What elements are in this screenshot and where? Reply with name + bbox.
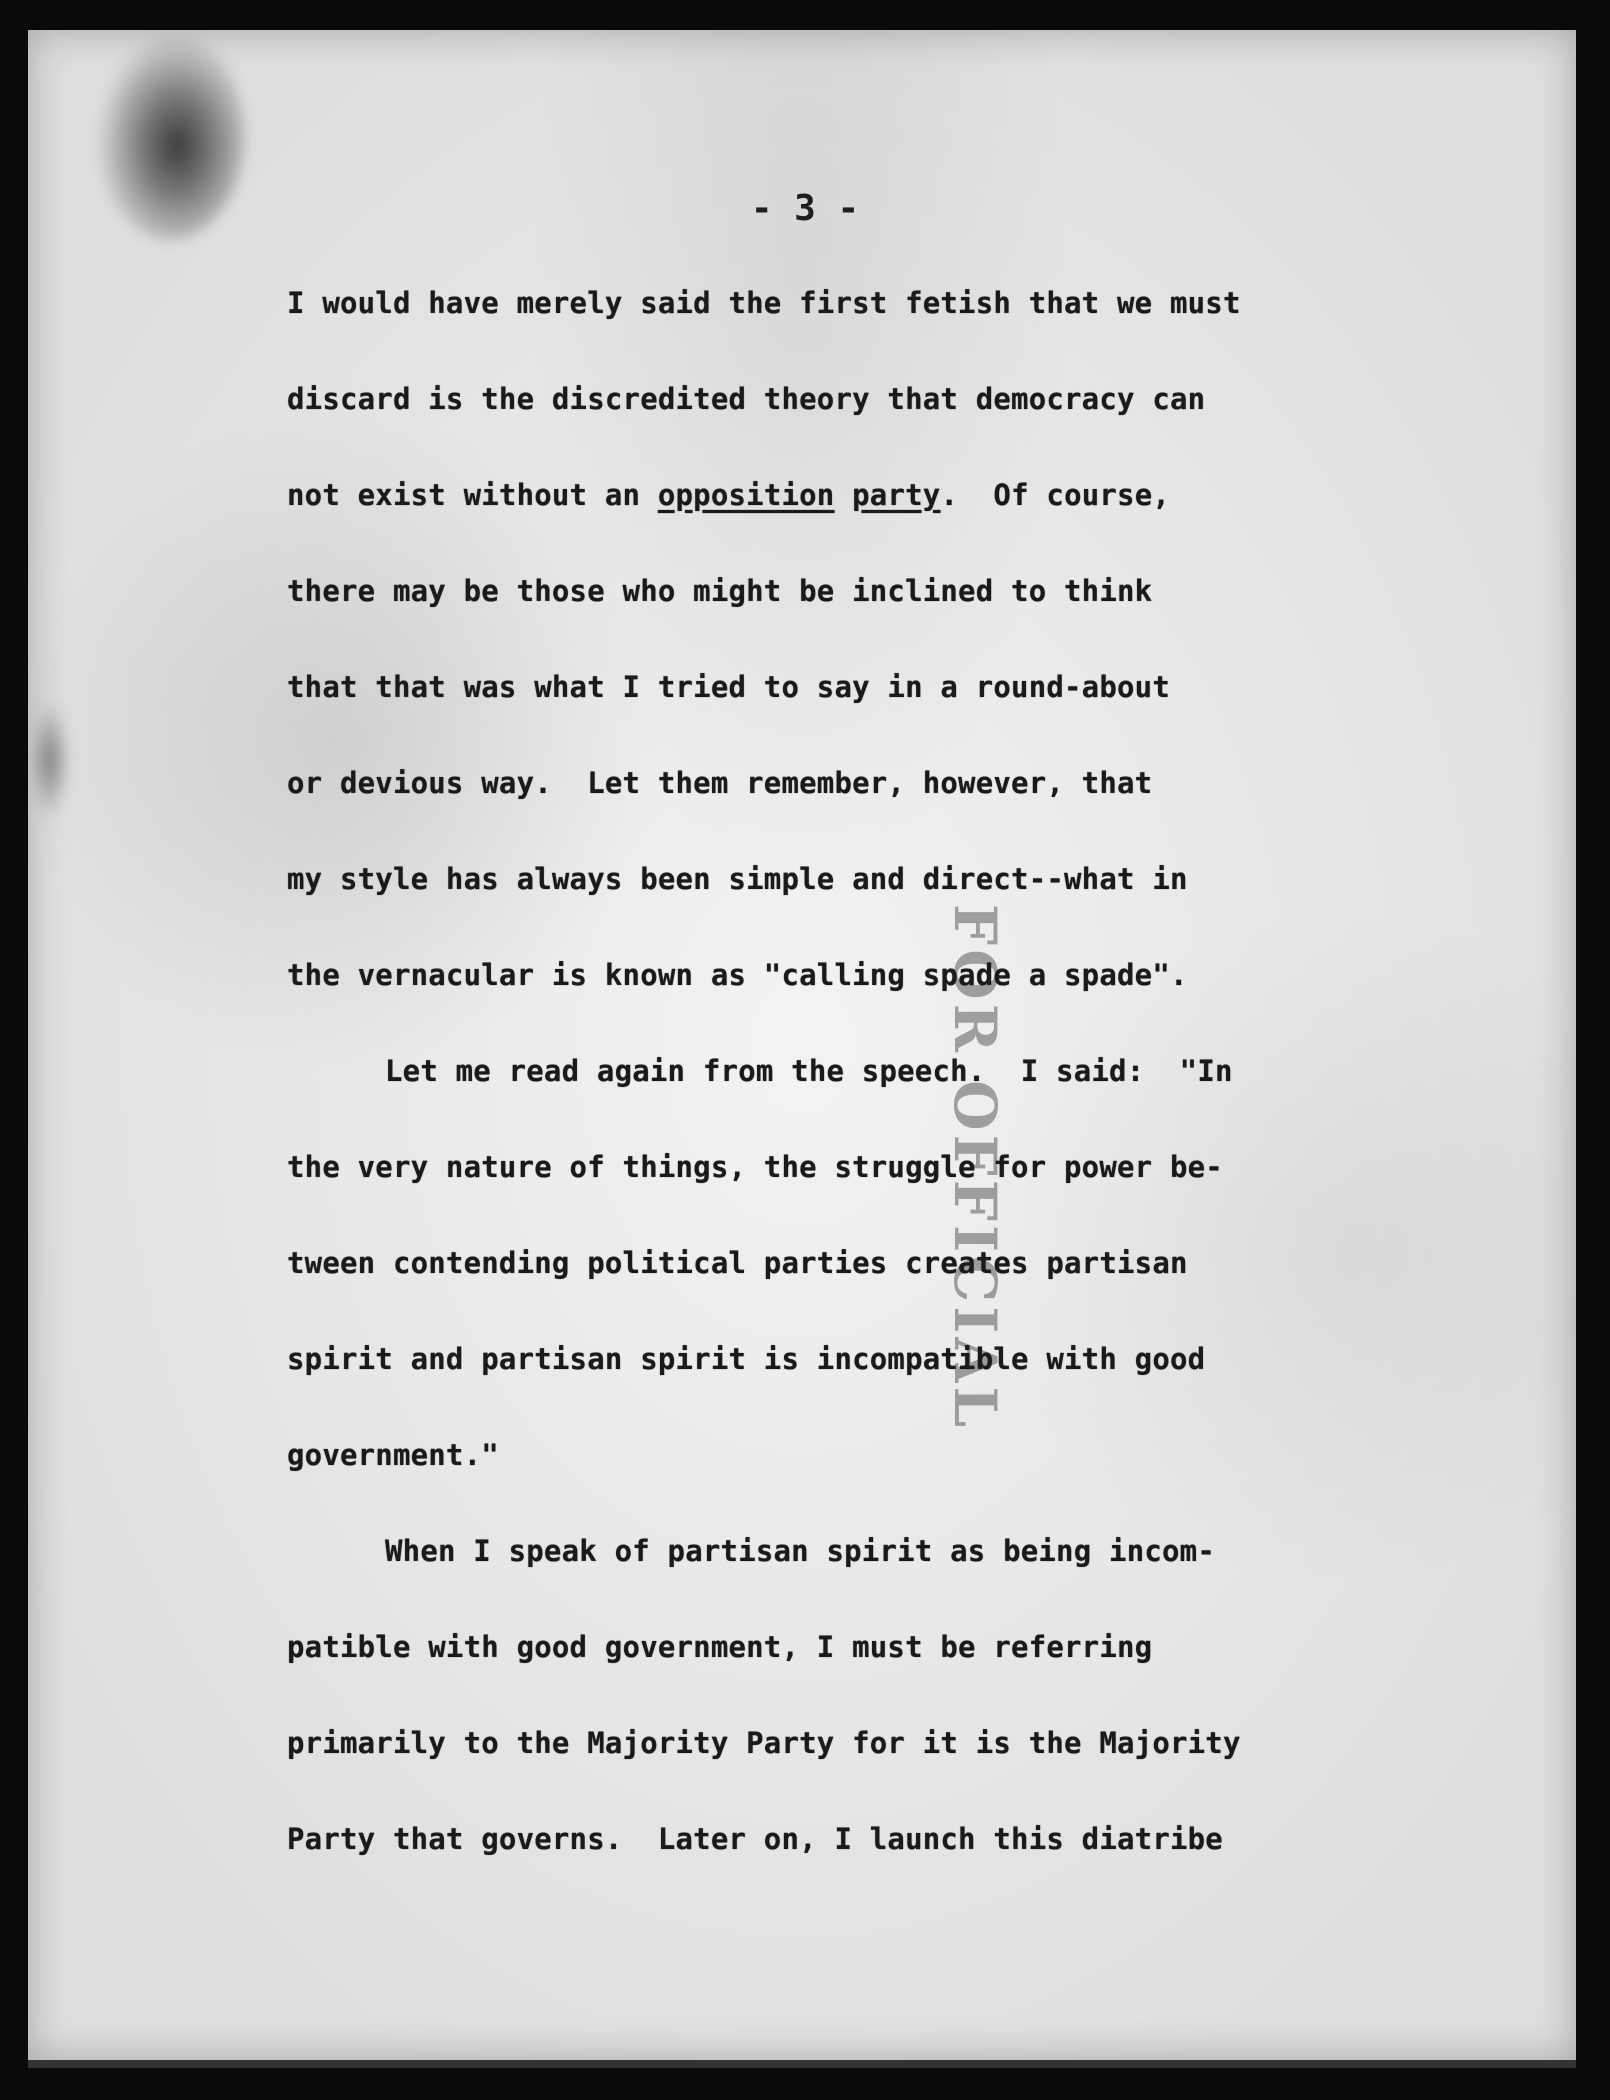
text-line: patible with good government, I must be referring	[287, 1630, 1153, 1664]
text-line: the very nature of things, the struggle for power be-	[287, 1150, 1223, 1184]
text-line: my style has always been simple and direct--what in	[287, 862, 1188, 896]
text-line: Let me read again from the speech. I said: "In	[385, 1054, 1233, 1088]
text-line: there may be those who might be inclined to think	[287, 574, 1153, 608]
text-line: When I speak of partisan spirit as being incom-	[385, 1534, 1215, 1568]
underlined-word: party	[852, 478, 941, 512]
text-line: spirit and partisan spirit is incompatible with good	[287, 1342, 1206, 1376]
text-line: the vernacular is known as "calling spade a spade".	[287, 958, 1188, 992]
text-line: or devious way. Let them remember, however, that	[287, 766, 1153, 800]
text-line	[287, 478, 1170, 512]
text-line: primarily to the Majority Party for it is the Majority	[287, 1726, 1241, 1760]
underlined-word: opposition	[657, 478, 835, 512]
stamp-watermark: FOR OFFICIAL	[941, 904, 1009, 1432]
text-line: I would have merely said the first fetish that we must	[287, 286, 1241, 320]
text-line: government."	[287, 1438, 499, 1472]
page-bottom-edge	[28, 2060, 1576, 2068]
ink-smudge-left	[30, 700, 70, 820]
text-segment: . Of course,	[940, 478, 1171, 512]
text-segment: not exist without an	[287, 478, 658, 512]
text-line: Party that governs. Later on, I launch this diatribe	[287, 1822, 1223, 1856]
text-line: that that was what I tried to say in a round-about	[287, 670, 1170, 704]
page-number: - 3 -	[750, 188, 860, 229]
text-line: discard is the discredited theory that democracy can	[287, 382, 1206, 416]
text-line: tween contending political parties creates partisan	[287, 1246, 1188, 1280]
text-segment	[834, 478, 852, 512]
